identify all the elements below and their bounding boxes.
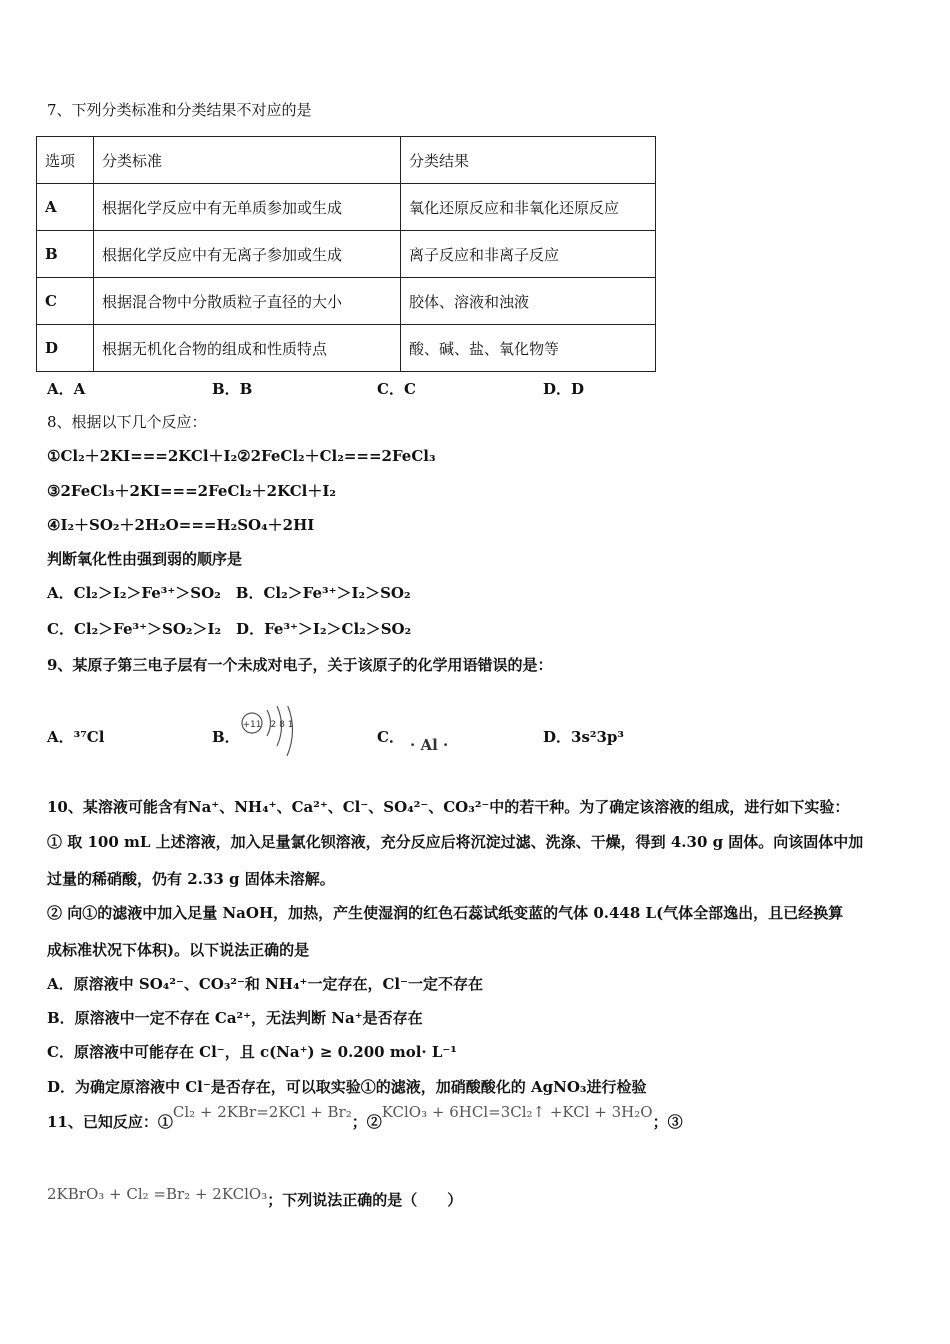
q10-choice-c[interactable]: C．原溶液中可能存在 Cl⁻，且 c(Na⁺) ≥ 0.200 mol· L⁻¹ <box>47 1043 457 1061</box>
q11-stem-line1 <box>47 1103 683 1132</box>
q8-stem: 8、根据以下几个反应： <box>47 413 207 431</box>
q9-choice-a[interactable]: A．³⁷Cl <box>47 728 105 746</box>
q9-choice-b[interactable]: B． <box>212 728 240 746</box>
q8-reaction-4: ④I₂＋SO₂＋2H₂O===H₂SO₄＋2HI <box>47 516 315 534</box>
q7-table <box>36 136 656 372</box>
q10-choice-b[interactable]: B．原溶液中一定不存在 Ca²⁺，无法判断 Na⁺是否存在 <box>47 1009 423 1027</box>
row-option: C <box>37 278 94 325</box>
q10-choice-a[interactable]: A．原溶液中 SO₄²⁻、CO₃²⁻和 NH₄⁺一定存在，Cl⁻一定不存在 <box>47 975 484 993</box>
row-standard: 根据混合物中分散质粒子直径的大小 <box>94 278 401 325</box>
atom-nucleus-label: +11 <box>242 720 262 730</box>
q11-equation-3: 2KBrO₃ + Cl₂ =Br₂ + 2KClO₃ <box>47 1185 268 1203</box>
row-result: 酸、碱、盐、氧化物等 <box>401 325 656 372</box>
q8-choices-ab[interactable]: A．Cl₂＞I₂＞Fe³⁺＞SO₂ B．Cl₂＞Fe³⁺＞I₂＞SO₂ <box>47 584 411 602</box>
row-option: B <box>37 231 94 278</box>
row-option: D <box>37 325 94 372</box>
q11-separator-2: ；③ <box>652 1113 683 1131</box>
header-standard: 分类标准 <box>94 137 401 184</box>
row-result: 胶体、溶液和浊液 <box>401 278 656 325</box>
q9-stem: 9、某原子第三电子层有一个未成对电子，关于该原子的化学用语错误的是： <box>47 656 553 674</box>
row-standard: 根据化学反应中有无离子参加或生成 <box>94 231 401 278</box>
q11-prefix: 11、已知反应：① <box>47 1113 173 1131</box>
table-row <box>37 184 656 231</box>
q9-electron-dot-symbol: · Al · <box>410 736 449 754</box>
table-row <box>37 325 656 372</box>
q8-choices-cd[interactable]: C．Cl₂＞Fe³⁺＞SO₂＞I₂ D．Fe³⁺＞I₂＞Cl₂＞SO₂ <box>47 620 412 638</box>
q8-reaction-1-2: ①Cl₂＋2KI===2KCl＋I₂②2FeCl₂＋Cl₂===2FeCl₃ <box>47 447 436 465</box>
q10-exp1-line2: 过量的稀硝酸，仍有 2.33 g 固体未溶解。 <box>47 870 335 888</box>
q9-choice-c[interactable]: C． <box>377 728 404 746</box>
atom-structure-diagram <box>240 706 300 766</box>
q11-stem-line2 <box>47 1185 463 1210</box>
q9-choice-d[interactable]: D．3s²3p³ <box>543 728 624 746</box>
q10-choice-d[interactable]: D．为确定原溶液中 Cl⁻是否存在，可以取实验①的滤液，加硝酸酸化的 AgNO₃进行检验 <box>47 1078 647 1096</box>
table-header-row <box>37 137 656 184</box>
q11-separator-1: ；② <box>351 1113 382 1131</box>
table-row <box>37 231 656 278</box>
row-result: 氧化还原反应和非氧化还原反应 <box>401 184 656 231</box>
header-option: 选项 <box>37 137 94 184</box>
q7-choice-d[interactable]: D．D <box>543 380 585 398</box>
q8-reaction-3: ③2FeCl₃＋2KI===2FeCl₂＋2KCl＋I₂ <box>47 482 336 500</box>
atom-shells-label: 2 8 1 <box>270 720 294 730</box>
row-option: A <box>37 184 94 231</box>
q10-exp2-line1: ② 向①的滤液中加入足量 NaOH，加热，产生使湿润的红色石蕊试纸变蓝的气体 0.448 L(气体全部逸出，且已经换算 <box>47 904 844 922</box>
table-row <box>37 278 656 325</box>
q11-equation-2: KClO₃ + 6HCl=3Cl₂↑ +KCl + 3H₂O <box>381 1103 653 1121</box>
q7-choice-b[interactable]: B．B <box>212 380 253 398</box>
header-result: 分类结果 <box>401 137 656 184</box>
q11-equation-1: Cl₂ + 2KBr=2KCl + Br₂ <box>172 1103 352 1121</box>
q8-question: 判断氧化性由强到弱的顺序是 <box>47 550 243 568</box>
q10-exp1-line1: ① 取 100 mL 上述溶液，加入足量氯化钡溶液，充分反应后将沉淀过滤、洗涤、干燥，得到 4.30 g 固体。向该固体中加 <box>47 833 864 851</box>
row-result: 离子反应和非离子反应 <box>401 231 656 278</box>
q7-choice-c[interactable]: C．C <box>377 380 416 398</box>
q11-tail: ；下列说法正确的是（ ） <box>267 1191 463 1209</box>
row-standard: 根据化学反应中有无单质参加或生成 <box>94 184 401 231</box>
q7-stem: 7、下列分类标准和分类结果不对应的是 <box>47 101 312 119</box>
row-standard: 根据无机化合物的组成和性质特点 <box>94 325 401 372</box>
q10-exp2-line2: 成标准状况下体积)。以下说法正确的是 <box>47 941 310 959</box>
q10-stem: 10、某溶液可能含有Na⁺、NH₄⁺、Ca²⁺、Cl⁻、SO₄²⁻、CO₃²⁻中的若干种。为了确定该溶液的组成，进行如下实验： <box>47 798 850 816</box>
q7-choice-a[interactable]: A．A <box>47 380 86 398</box>
